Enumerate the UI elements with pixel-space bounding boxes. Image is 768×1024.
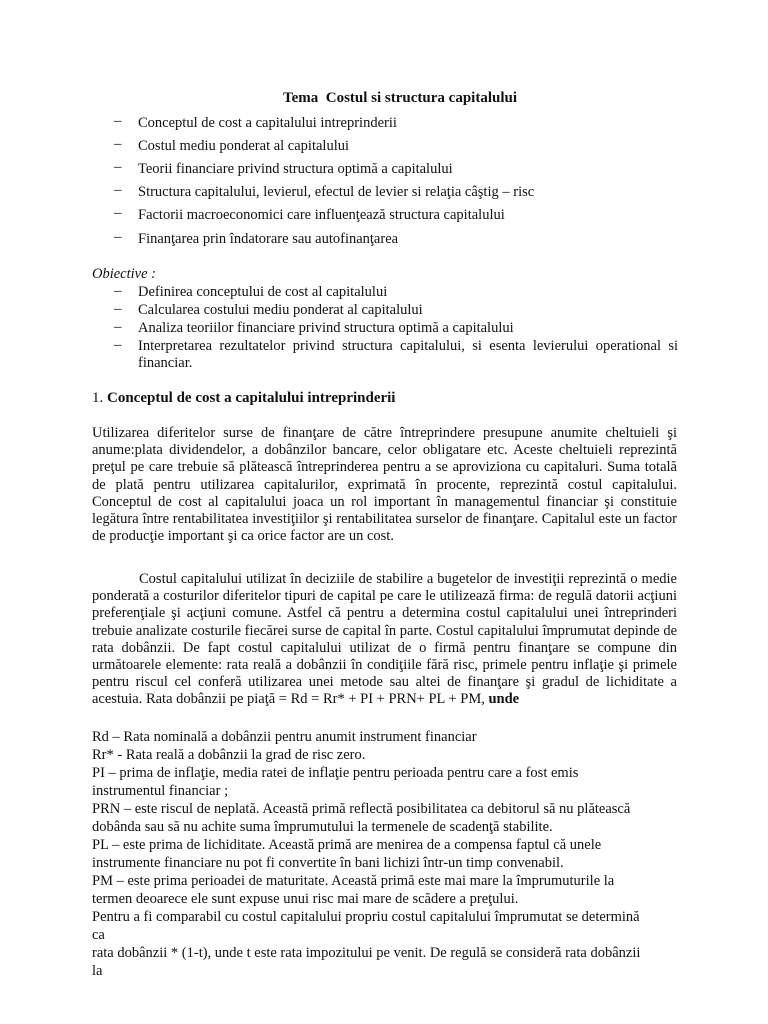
definition-line: ca	[92, 927, 105, 943]
bullet-dash: –	[114, 229, 122, 245]
definition-line: dobânda sau să nu achite suma împrumutului la termenele de scadenţă stabilite.	[92, 819, 553, 835]
definition-line: termen deoarece ele sunt expuse unui risc mai mare de scădere a preţului.	[92, 891, 519, 907]
bullet-dash: –	[114, 319, 122, 335]
paragraph-bold-text: unde	[484, 691, 520, 708]
definition-line: Rr* - Rata reală a dobânzii la grad de risc zero.	[92, 747, 366, 763]
bullet-dash: –	[114, 159, 122, 175]
topic-item: Structura capitalului, levierul, efectul de levier si relaţia câştig – risc	[138, 184, 535, 200]
paragraph	[92, 571, 677, 709]
topic-item: Teorii financiare privind structura optimă a capitalului	[138, 161, 453, 177]
definition-line: Rd – Rata nominală a dobânzii pentru anumit instrument financiar	[92, 729, 477, 745]
topic-item: Finanţarea prin îndatorare sau autofinanţarea	[138, 231, 399, 247]
definition-line: PM – este prima perioadei de maturitate. Această primă este mai mare la împrumuturile la	[92, 873, 615, 889]
paragraph: Utilizarea diferitelor surse de finanţare de către întreprindere presupune anumite cheltuieli şi anume:plata dividendelor, a dobânzilor bancare, celor obligatare etc. Aceste cheltuieli reprezintă preţul pe care trebuie să plătească întreprinderea pentru a se aproviziona cu capitaluri. Suma totală de plată pentru utilizarea capitalurilor, exprimată în procente, reprezintă costul capitalului. Conceptul de cost al capitalului joaca un rol important în managementul financiar şi constituie legătura între rentabilitatea investiţiilor şi rentabilitatea surselor de finanţare. Capitalul este un factor de producţie important şi ca orice factor are un cost.	[92, 425, 677, 545]
page-title: Tema Costul si structura capitalului	[282, 90, 518, 106]
bullet-dash: –	[114, 283, 122, 299]
definition-line: rata dobânzii * (1-t), unde t este rata impozitului pe venit. De regulă se consideră rata dobânzii	[92, 945, 641, 961]
objectives-label: Obiective :	[92, 266, 157, 282]
section-title: Conceptul de cost a capitalului intreprinderii	[107, 390, 396, 406]
definition-line: PRN – este riscul de neplată. Această primă reflectă posibilitatea ca debitorul să nu plătească	[92, 801, 631, 817]
definition-line: PI – prima de inflaţie, media ratei de inflaţie pentru perioada pentru care a fost emis	[92, 765, 579, 781]
definition-line: Pentru a fi comparabil cu costul capitalului propriu costul capitalului împrumutat se determină	[92, 909, 640, 925]
topic-item: Conceptul de cost a capitalului intreprinderii	[138, 115, 397, 131]
objective-item: Definirea conceptului de cost al capitalului	[138, 284, 388, 300]
paragraph-text: Costul capitalului utilizat în deciziile de stabilire a bugetelor de investiţii reprezintă o medie ponderată a costurilor diferitelor tipuri de capital pe care le utilizează firma: de regulă datorii acţiuni preferenţiale şi acţiuni comune. Astfel că pentru a determina costul capitalului unei întreprinderi trebuie analizate costurile fiecărei surse de capital în parte. Costul capitalului împrumutat depinde de rata dobânzii. De fapt costul capitalului utilizat de o firmă pentru finanţare se compune din următoarele elemente: rata reală a dobânzii în condiţiile fără risc, primele pentru inflaţie şi primele pentru riscul cel conferă utilizarea unei metode sau altei de finanţare şi gradul de lichiditate a acestuia. Rata dobânzii pe piaţă = Rd = Rr* + PI + PRN+ PL + PM,	[92, 571, 677, 708]
topic-item: Factorii macroeconomici care influenţează structura capitalului	[138, 207, 505, 223]
bullet-dash: –	[114, 182, 122, 198]
objective-item: Analiza teoriilor financiare privind structura optimă a capitalului	[138, 320, 514, 336]
definition-line: instrumentul financiar ;	[92, 783, 229, 799]
definition-line: instrumente financiare nu pot fi convertite în bani lichizi într-un timp convenabil.	[92, 855, 564, 871]
bullet-dash: –	[114, 113, 122, 129]
bullet-dash: –	[114, 205, 122, 221]
topic-item: Costul mediu ponderat al capitalului	[138, 138, 350, 154]
objective-item: Interpretarea rezultatelor privind structura capitalului, si esenta levierului operational si financiar.	[138, 338, 678, 371]
bullet-dash: –	[114, 301, 122, 317]
definition-line: PL – este prima de lichiditate. Această primă are menirea de a compensa faptul că unele	[92, 837, 602, 853]
section-number: 1.	[92, 390, 104, 406]
bullet-dash: –	[114, 136, 122, 152]
objective-item: Calcularea costului mediu ponderat al capitalului	[138, 302, 423, 318]
section-heading	[92, 390, 395, 407]
bullet-dash: –	[114, 337, 122, 353]
definition-line: la	[92, 963, 103, 979]
